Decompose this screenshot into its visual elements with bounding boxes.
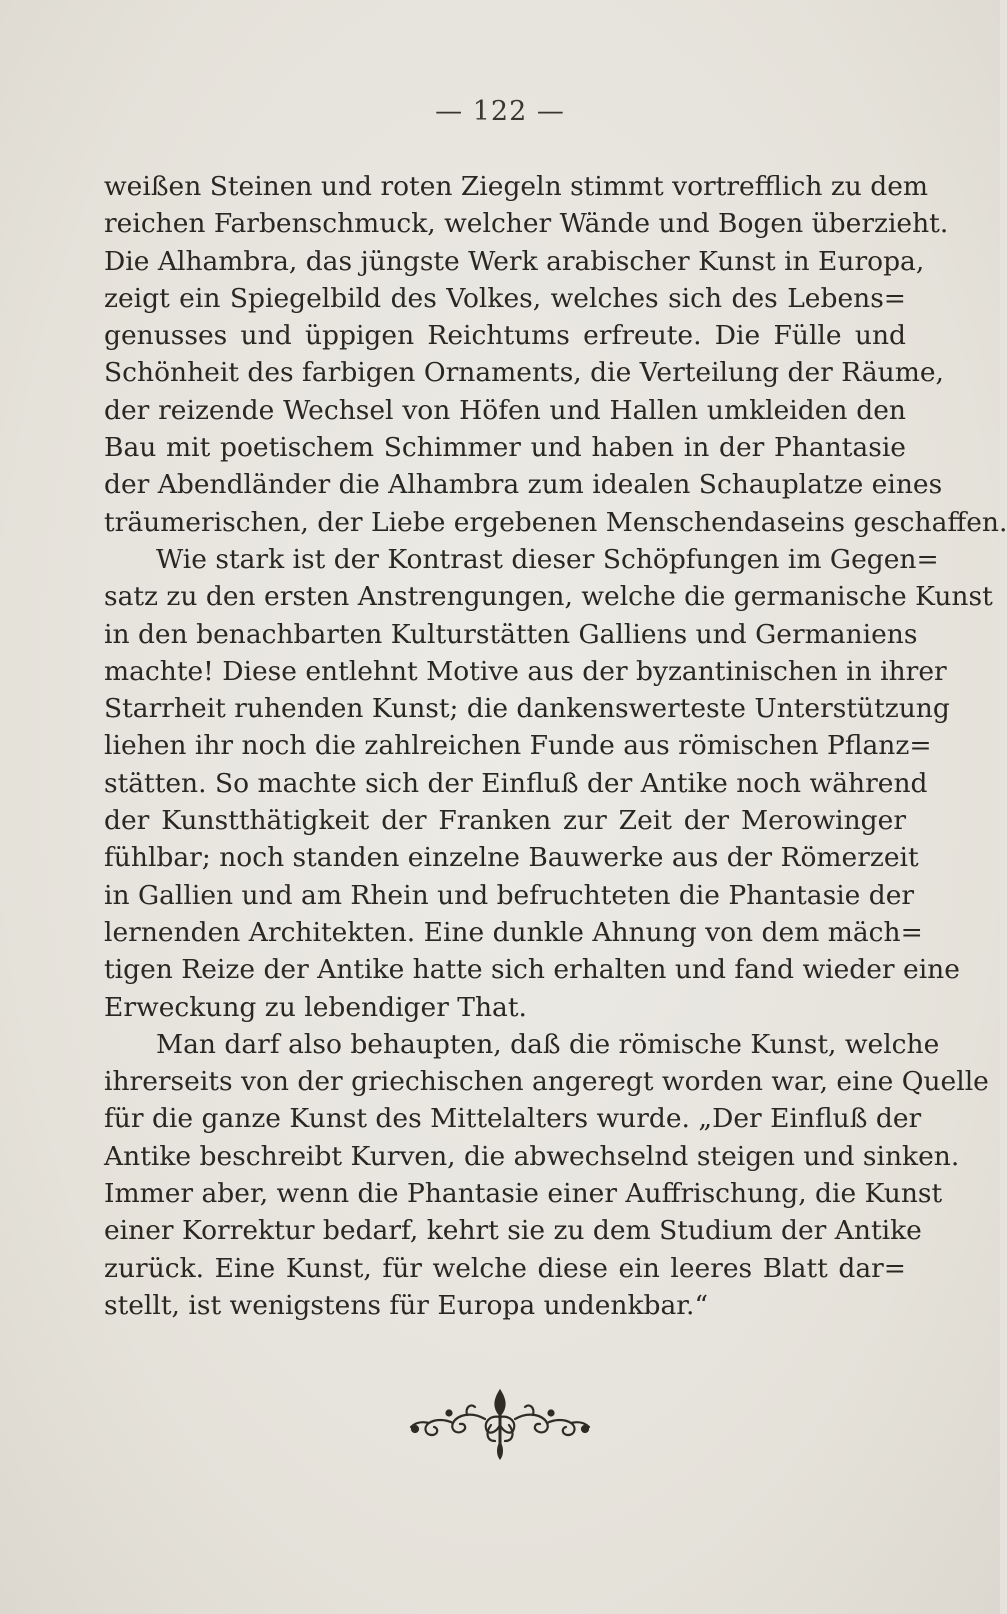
text-line: träumerischen, der Liebe ergebenen Menschendaseins geschaffen. (104, 506, 1007, 538)
text-line: zeigt ein Spiegelbild des Volkes, welches sich des Lebens= (104, 282, 906, 314)
text-line: lernenden Architekten. Eine dunkle Ahnung von dem mäch= (104, 916, 923, 948)
text-line: Antike beschreibt Kurven, die abwechselnd steigen und sinken. (104, 1140, 960, 1172)
text-line: genusses und üppigen Reichtums erfreute. Die Fülle und (104, 320, 906, 352)
text-line: zurück. Eine Kunst, für welche diese ein leeres Blatt dar= (104, 1252, 906, 1284)
text-line: stätten. So machte sich der Einfluß der Antike noch während (104, 767, 928, 799)
paragraph (104, 541, 993, 1026)
floral-tailpiece-ornament-icon (405, 1385, 595, 1461)
text-line: machte! Diese entlehnt Motive aus der byzantinischen in ihrer (104, 655, 947, 687)
text-line: Wie stark ist der Kontrast dieser Schöpfungen im Gegen= (156, 543, 939, 575)
text-line: stellt, ist wenigstens für Europa undenkbar.“ (104, 1289, 709, 1321)
text-line: in Gallien und am Rhein und befruchteten die Phantasie der (104, 879, 915, 911)
text-line: Starrheit ruhenden Kunst; die dankenswerteste Unterstützung (104, 693, 950, 725)
text-line: in den benachbarten Kulturstätten Galliens und Germaniens (104, 618, 918, 650)
text-line: Immer aber, wenn die Phantasie einer Auffrischung, die Kunst (104, 1178, 943, 1210)
text-line: reichen Farbenschmuck, welcher Wände und Bogen überzieht. (104, 208, 949, 240)
text-line: Erweckung zu lebendiger That. (104, 991, 527, 1023)
text-line: tigen Reize der Antike hatte sich erhalten und fand wieder eine (104, 954, 960, 986)
body-text (104, 168, 1007, 1324)
text-line: der reizende Wechsel von Höfen und Hallen umkleiden den (104, 394, 906, 426)
text-line: für die ganze Kunst des Mittelalters wurde. „Der Einfluß der (104, 1103, 922, 1135)
paragraph (104, 168, 1007, 541)
paragraph (104, 1026, 989, 1324)
text-line: Man darf also behaupten, daß die römische Kunst, welche (156, 1028, 940, 1060)
text-line: weißen Steinen und roten Ziegeln stimmt vortrefflich zu dem (104, 171, 929, 202)
text-line: Bau mit poetischem Schimmer und haben in der Phantasie (104, 432, 906, 464)
text-line: der Abendländer die Alhambra zum idealen Schauplatze eines (104, 469, 943, 501)
text-line: fühlbar; noch standen einzelne Bauwerke aus der Römerzeit (104, 842, 919, 874)
text-line: satz zu den ersten Anstrengungen, welche die germanische Kunst (104, 581, 993, 613)
text-line: Die Alhambra, das jüngste Werk arabischer Kunst in Europa, (104, 245, 925, 277)
text-line: der Kunstthätigkeit der Franken zur Zeit der Merowinger (104, 805, 906, 837)
text-line: liehen ihr noch die zahlreichen Funde aus römischen Pflanz= (104, 730, 932, 762)
page-number: — 122 — (435, 96, 565, 127)
text-line: ihrerseits von der griechischen angeregt worden war, eine Quelle (104, 1066, 989, 1098)
text-line: einer Korrektur bedarf, kehrt sie zu dem Studium der Antike (104, 1215, 922, 1247)
text-line: Schönheit des farbigen Ornaments, die Verteilung der Räume, (104, 357, 944, 389)
